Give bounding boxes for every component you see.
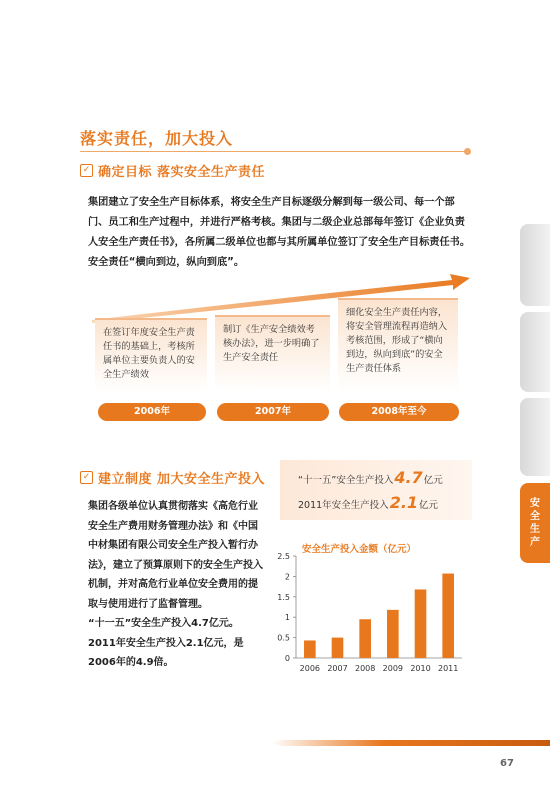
highlight-2011-unit: 亿元 xyxy=(419,500,439,511)
intro-paragraph: 集团建立了安全生产目标体系，将安全生产目标逐级分解到每一级公司、每一个部门、员工和生产过程中，并进行严格考核。集团与二级企业总部每年签订《企业负责人安全生产责任书》，各所属二级单位也都与其所属单位签订了安全生产目标责任书。安全责任“横向到边，纵向到底”。 xyxy=(88,197,471,268)
timeline-year-2006: 2006年 xyxy=(98,403,206,421)
chart-y-tick-label: 0.5 xyxy=(277,633,290,643)
subheading-investment-label: 建立制度 加大安全生产投入 xyxy=(98,472,266,487)
side-tab-char: 全 xyxy=(530,511,540,522)
chart-x-tick-label: 2009 xyxy=(382,664,404,673)
page-number: 67 xyxy=(500,758,514,769)
side-tab-char: 产 xyxy=(530,537,540,548)
highlight-2011 xyxy=(298,493,438,512)
chart-y-tick-label: 2 xyxy=(284,572,290,582)
timeline-box-2008: 细化安全生产责任内容，将安全管理流程再造纳入考核范围，形成了“横向到边，纵向到底”的安全生产责任体系 xyxy=(338,298,458,392)
highlight-five-year-label: “十一五”安全生产投入 xyxy=(298,475,394,486)
chart-x-tick-label: 2011 xyxy=(437,664,459,673)
chart-y-tick-label: 0 xyxy=(284,654,290,663)
check-box-icon: ✓ xyxy=(80,164,93,177)
chart-bar xyxy=(387,610,399,658)
side-tab-char: 安 xyxy=(530,498,540,509)
side-tab-3[interactable] xyxy=(520,398,550,476)
title-divider-dot xyxy=(464,148,471,155)
side-tab-char: 生 xyxy=(530,524,540,535)
chart-title: 安全生产投入金额（亿元） xyxy=(302,544,417,555)
highlight-2011-value: 2.1 xyxy=(389,493,419,512)
investment-bar-chart xyxy=(270,548,470,680)
footer-bar xyxy=(270,738,550,748)
investment-line-five-year: “十一五”安全生产投入4.7亿元。 xyxy=(88,618,239,629)
title-divider xyxy=(80,151,468,152)
timeline-year-2007: 2007年 xyxy=(217,403,329,421)
highlight-five-year-unit: 亿元 xyxy=(423,475,443,486)
subheading-targets-label: 确定目标 落实安全生产责任 xyxy=(98,165,266,180)
investment-text xyxy=(88,497,263,673)
chart-y-tick-label: 2.5 xyxy=(277,552,290,561)
side-tab-1[interactable] xyxy=(520,224,550,306)
chart-y-tick-label: 1.5 xyxy=(277,592,290,602)
highlight-five-year-value: 4.7 xyxy=(394,468,423,487)
chart-x-tick-label: 2008 xyxy=(354,664,376,673)
section-title: 落实责任，加大投入 xyxy=(80,129,234,148)
chart-bar xyxy=(442,574,454,658)
side-tab-2[interactable] xyxy=(520,312,550,392)
timeline-box-2007: 制订《生产安全绩效考核办法》，进一步明确了生产安全责任 xyxy=(215,315,330,392)
investment-line-2011: 2011年安全生产投入2.1亿元，是2006年的4.9倍。 xyxy=(88,637,244,668)
investment-highlight-box xyxy=(280,460,472,520)
chart-y-tick-label: 1 xyxy=(284,613,290,623)
highlight-five-year xyxy=(298,468,443,487)
chart-bar xyxy=(359,619,371,658)
chart-bar xyxy=(304,640,316,658)
highlight-2011-label: 2011年安全生产投入 xyxy=(298,500,389,511)
side-tab-safety[interactable] xyxy=(520,483,550,563)
chart-bar xyxy=(415,589,427,658)
chart-bar xyxy=(332,638,344,658)
chart-x-tick-label: 2007 xyxy=(327,664,348,673)
investment-paragraph: 集团各级单位认真贯彻落实《高危行业安全生产费用财务管理办法》和《中国中材集团有限公司安全生产投入暂行办法》，建立了预算原则下的安全生产投入机制，并对高危行业单位安全费用的提取与使用进行了监督管理。 xyxy=(88,501,263,610)
chart-x-tick-label: 2006 xyxy=(299,664,321,673)
subheading-targets xyxy=(80,161,265,180)
chart-x-tick-label: 2010 xyxy=(410,664,431,673)
subheading-investment xyxy=(80,468,265,487)
timeline-box-2006: 在签订年度安全生产责任书的基础上，考核所属单位主要负责人的安全生产绩效 xyxy=(95,318,207,392)
timeline-year-2008: 2008年至今 xyxy=(339,403,459,421)
check-box-icon: ✓ xyxy=(80,471,93,484)
